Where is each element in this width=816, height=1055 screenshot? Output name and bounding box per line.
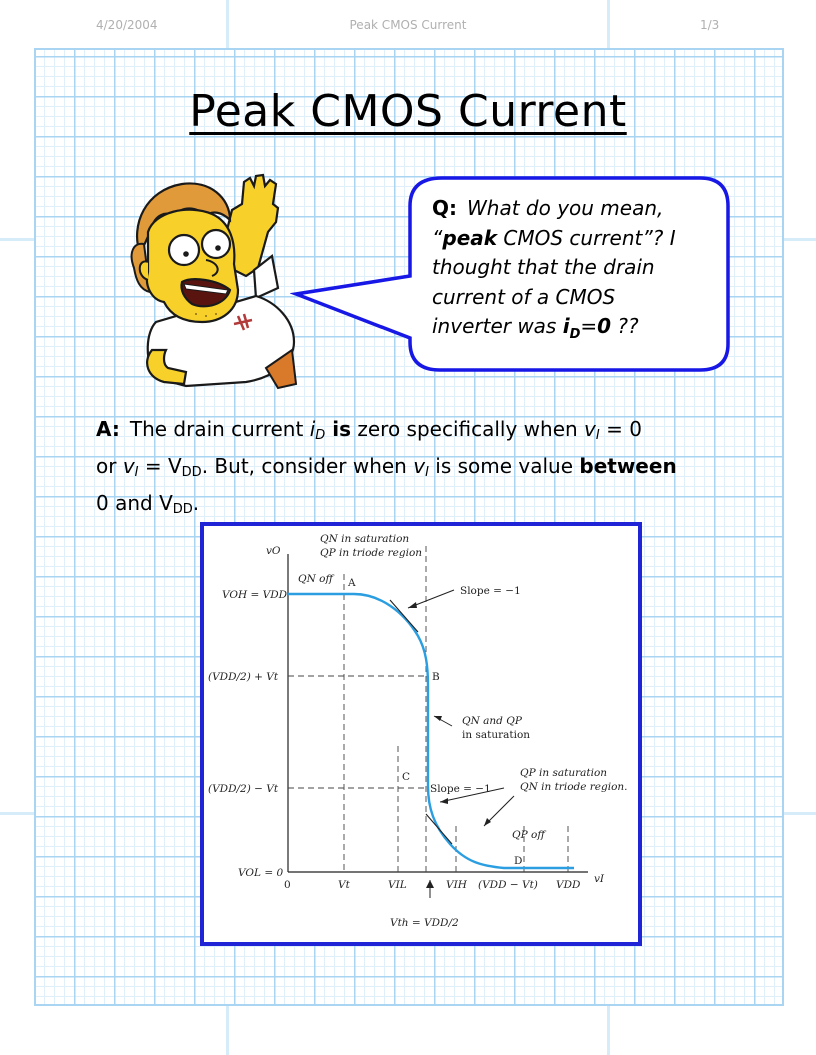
guide-left-bottom — [226, 1006, 229, 1055]
cartoon-character-illustration — [126, 172, 306, 394]
question-line-3: thought that the drain — [432, 255, 655, 279]
vtc-figure — [200, 522, 642, 946]
guide-hleft — [0, 238, 34, 241]
label-qn-saturation: QN in saturation — [320, 533, 410, 545]
label-vth: Vth = VDD/2 — [390, 917, 459, 929]
label-slope-top: Slope = −1 — [460, 585, 521, 597]
label-point-c: C — [402, 771, 411, 783]
label-point-d: D — [514, 855, 523, 867]
tick-label-vdd: VDD — [556, 879, 581, 891]
question-text — [432, 194, 712, 350]
label-qn-triode: QN in triode region. — [520, 781, 628, 793]
page-title: Peak CMOS Current — [189, 86, 627, 137]
guide-right — [607, 0, 610, 48]
label-qp-off: QP off — [512, 829, 545, 841]
question-line-5: inverter was $i_D=0$ ?? — [432, 314, 639, 342]
x-axis-label: vI — [594, 873, 605, 885]
label-both-saturation-2: in saturation — [462, 729, 531, 741]
answer-line-3: 0 and $V_{DD}$. — [96, 491, 200, 517]
guide-right-bottom — [607, 1006, 610, 1055]
label-slope-bottom: Slope = −1 — [430, 783, 491, 795]
label-point-a: A — [348, 577, 356, 589]
question-line-4: current of a CMOS — [432, 284, 616, 309]
tick-label-vdd-minus-vt: (VDD − Vt) — [478, 879, 538, 891]
label-both-saturation-1: QN and QP — [462, 715, 522, 727]
answer-line-2: or $v_I = V_{DD}$. But, consider when $v_I$ is some value between — [96, 454, 677, 480]
question-label: Q: — [432, 196, 457, 220]
guide-hright — [784, 238, 816, 241]
answer-line-1: A: The drain current $i_D$ is zero specifically when $v_I = 0$ — [96, 417, 642, 443]
guide-hright2 — [784, 812, 816, 815]
label-voh: VOH = VDD — [222, 589, 288, 601]
vtc-curve — [288, 594, 574, 868]
label-vol: VOL = 0 — [238, 867, 284, 879]
tick-label-0: 0 — [284, 879, 291, 891]
tick-label-vih: VIH — [446, 879, 467, 891]
guide-left — [226, 0, 229, 48]
tick-label-vt: Vt — [338, 879, 350, 891]
annotation-arrows — [408, 590, 514, 898]
y-axis-label: vO — [266, 545, 281, 557]
header-date: 4/20/2004 — [96, 18, 158, 32]
question-line-1: Q: What do you mean, — [432, 196, 664, 220]
answer-label: A: — [96, 417, 120, 441]
label-qp-triode: QP in triode region — [320, 547, 423, 559]
answer-paragraph — [96, 414, 696, 525]
guide-hleft2 — [0, 812, 34, 815]
header-page-number: 1/3 — [700, 18, 720, 32]
label-qp-saturation: QP in saturation — [520, 767, 608, 779]
tick-label-vil: VIL — [388, 879, 407, 891]
label-vdd-minus-vt: (VDD/2) − Vt — [208, 783, 279, 795]
tangent-bottom — [426, 814, 452, 844]
question-line-2: “peak CMOS current”? I — [432, 225, 676, 250]
label-point-b: B — [432, 671, 440, 683]
vtc-diagram — [204, 526, 638, 942]
label-qn-off: QN off — [298, 573, 333, 585]
header-title: Peak CMOS Current — [349, 18, 467, 32]
label-vdd-plus-vt: (VDD/2) + Vt — [208, 671, 279, 683]
